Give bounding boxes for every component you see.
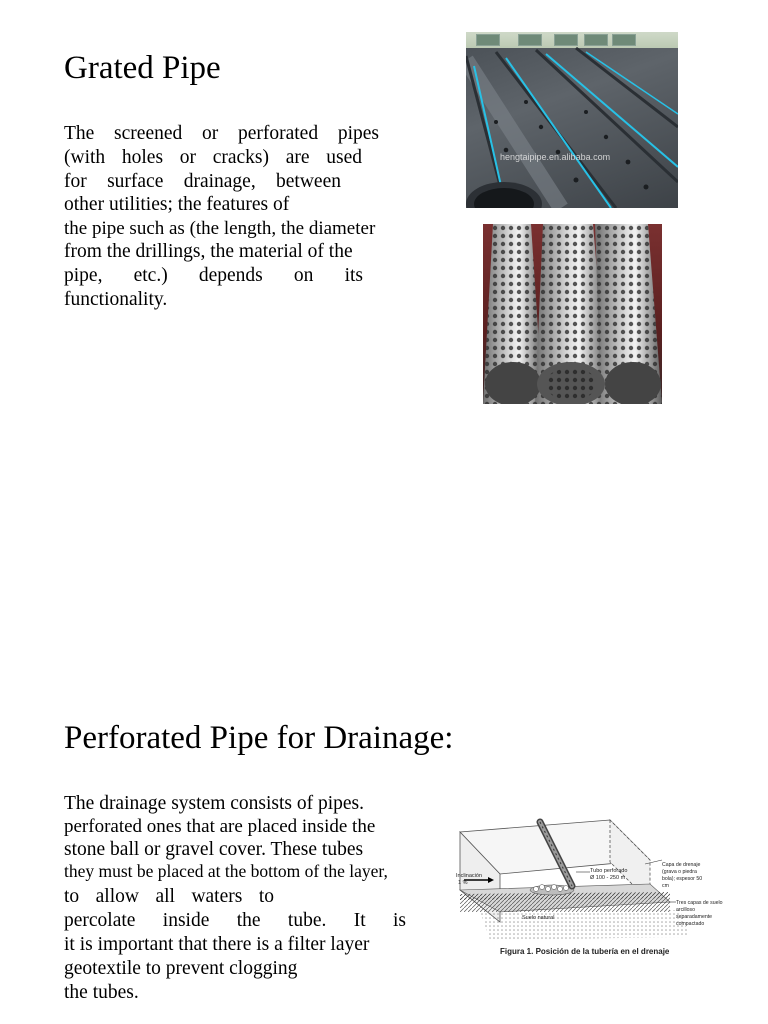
paragraph-line: percolate inside the tube. It is: [64, 910, 406, 931]
diagram-label: Inclinación: [456, 873, 482, 879]
paragraph-line: it is important that there is a filter layer: [64, 934, 370, 955]
photo-watermark: hengtaipipe.en.alibaba.com: [500, 152, 611, 162]
section2-title: Perforated Pipe for Drainage:: [64, 720, 454, 756]
paragraph-line: they must be placed at the bottom of the layer,: [64, 861, 388, 881]
diagram-label: arcilloso: [676, 907, 696, 913]
diagram-label: cm: [662, 883, 669, 889]
paragraph-line: The drainage system consists of pipes.: [64, 793, 365, 814]
diagram-label: bola); espesor 50: [662, 876, 703, 882]
paragraph-line: The screened or perforated pipes: [64, 123, 379, 144]
paragraph-line: perforated ones that are placed inside the: [64, 816, 376, 837]
paragraph-line: to allow all waters to: [64, 886, 274, 907]
paragraph-line: functionality.: [64, 289, 168, 310]
diagram-label: Ø 100 - 250 m: [590, 875, 626, 881]
diagram-label: Suelo natural: [522, 915, 555, 921]
hdpe-pipes-photo: [466, 32, 678, 208]
diagram-label: (grava o piedra: [662, 869, 697, 875]
diagram-label: separadamente: [676, 914, 713, 920]
perforated-tubes-photo: [483, 224, 662, 404]
paragraph-line: stone ball or gravel cover. These tubes: [64, 839, 364, 860]
section1-title: Grated Pipe: [64, 50, 221, 86]
diagram-label: Capa de drenaje: [662, 862, 701, 868]
paragraph-line: for surface drainage, between: [64, 171, 341, 192]
paragraph-line: the tubes.: [64, 982, 139, 1003]
diagram-label: Tres capas de suelo: [676, 900, 723, 906]
paragraph-line: pipe, etc.) depends on its: [64, 265, 363, 286]
paragraph-line: the pipe such as (the length, the diameter: [64, 218, 376, 239]
paragraph-line: from the drillings, the material of the: [64, 241, 353, 262]
paragraph-line: other utilities; the features of: [64, 194, 290, 215]
diagram-caption: Figura 1. Posición de la tubería en el drenaje: [500, 947, 670, 956]
paragraph-line: geotextile to prevent clogging: [64, 958, 298, 979]
paragraph-line: (with holes or cracks) are used: [64, 147, 362, 168]
diagram-label: 1 %: [458, 880, 468, 886]
diagram-label: Tubo perforado: [590, 868, 628, 874]
diagram-label: compactado: [676, 921, 705, 927]
drainage-diagram: [440, 812, 758, 962]
